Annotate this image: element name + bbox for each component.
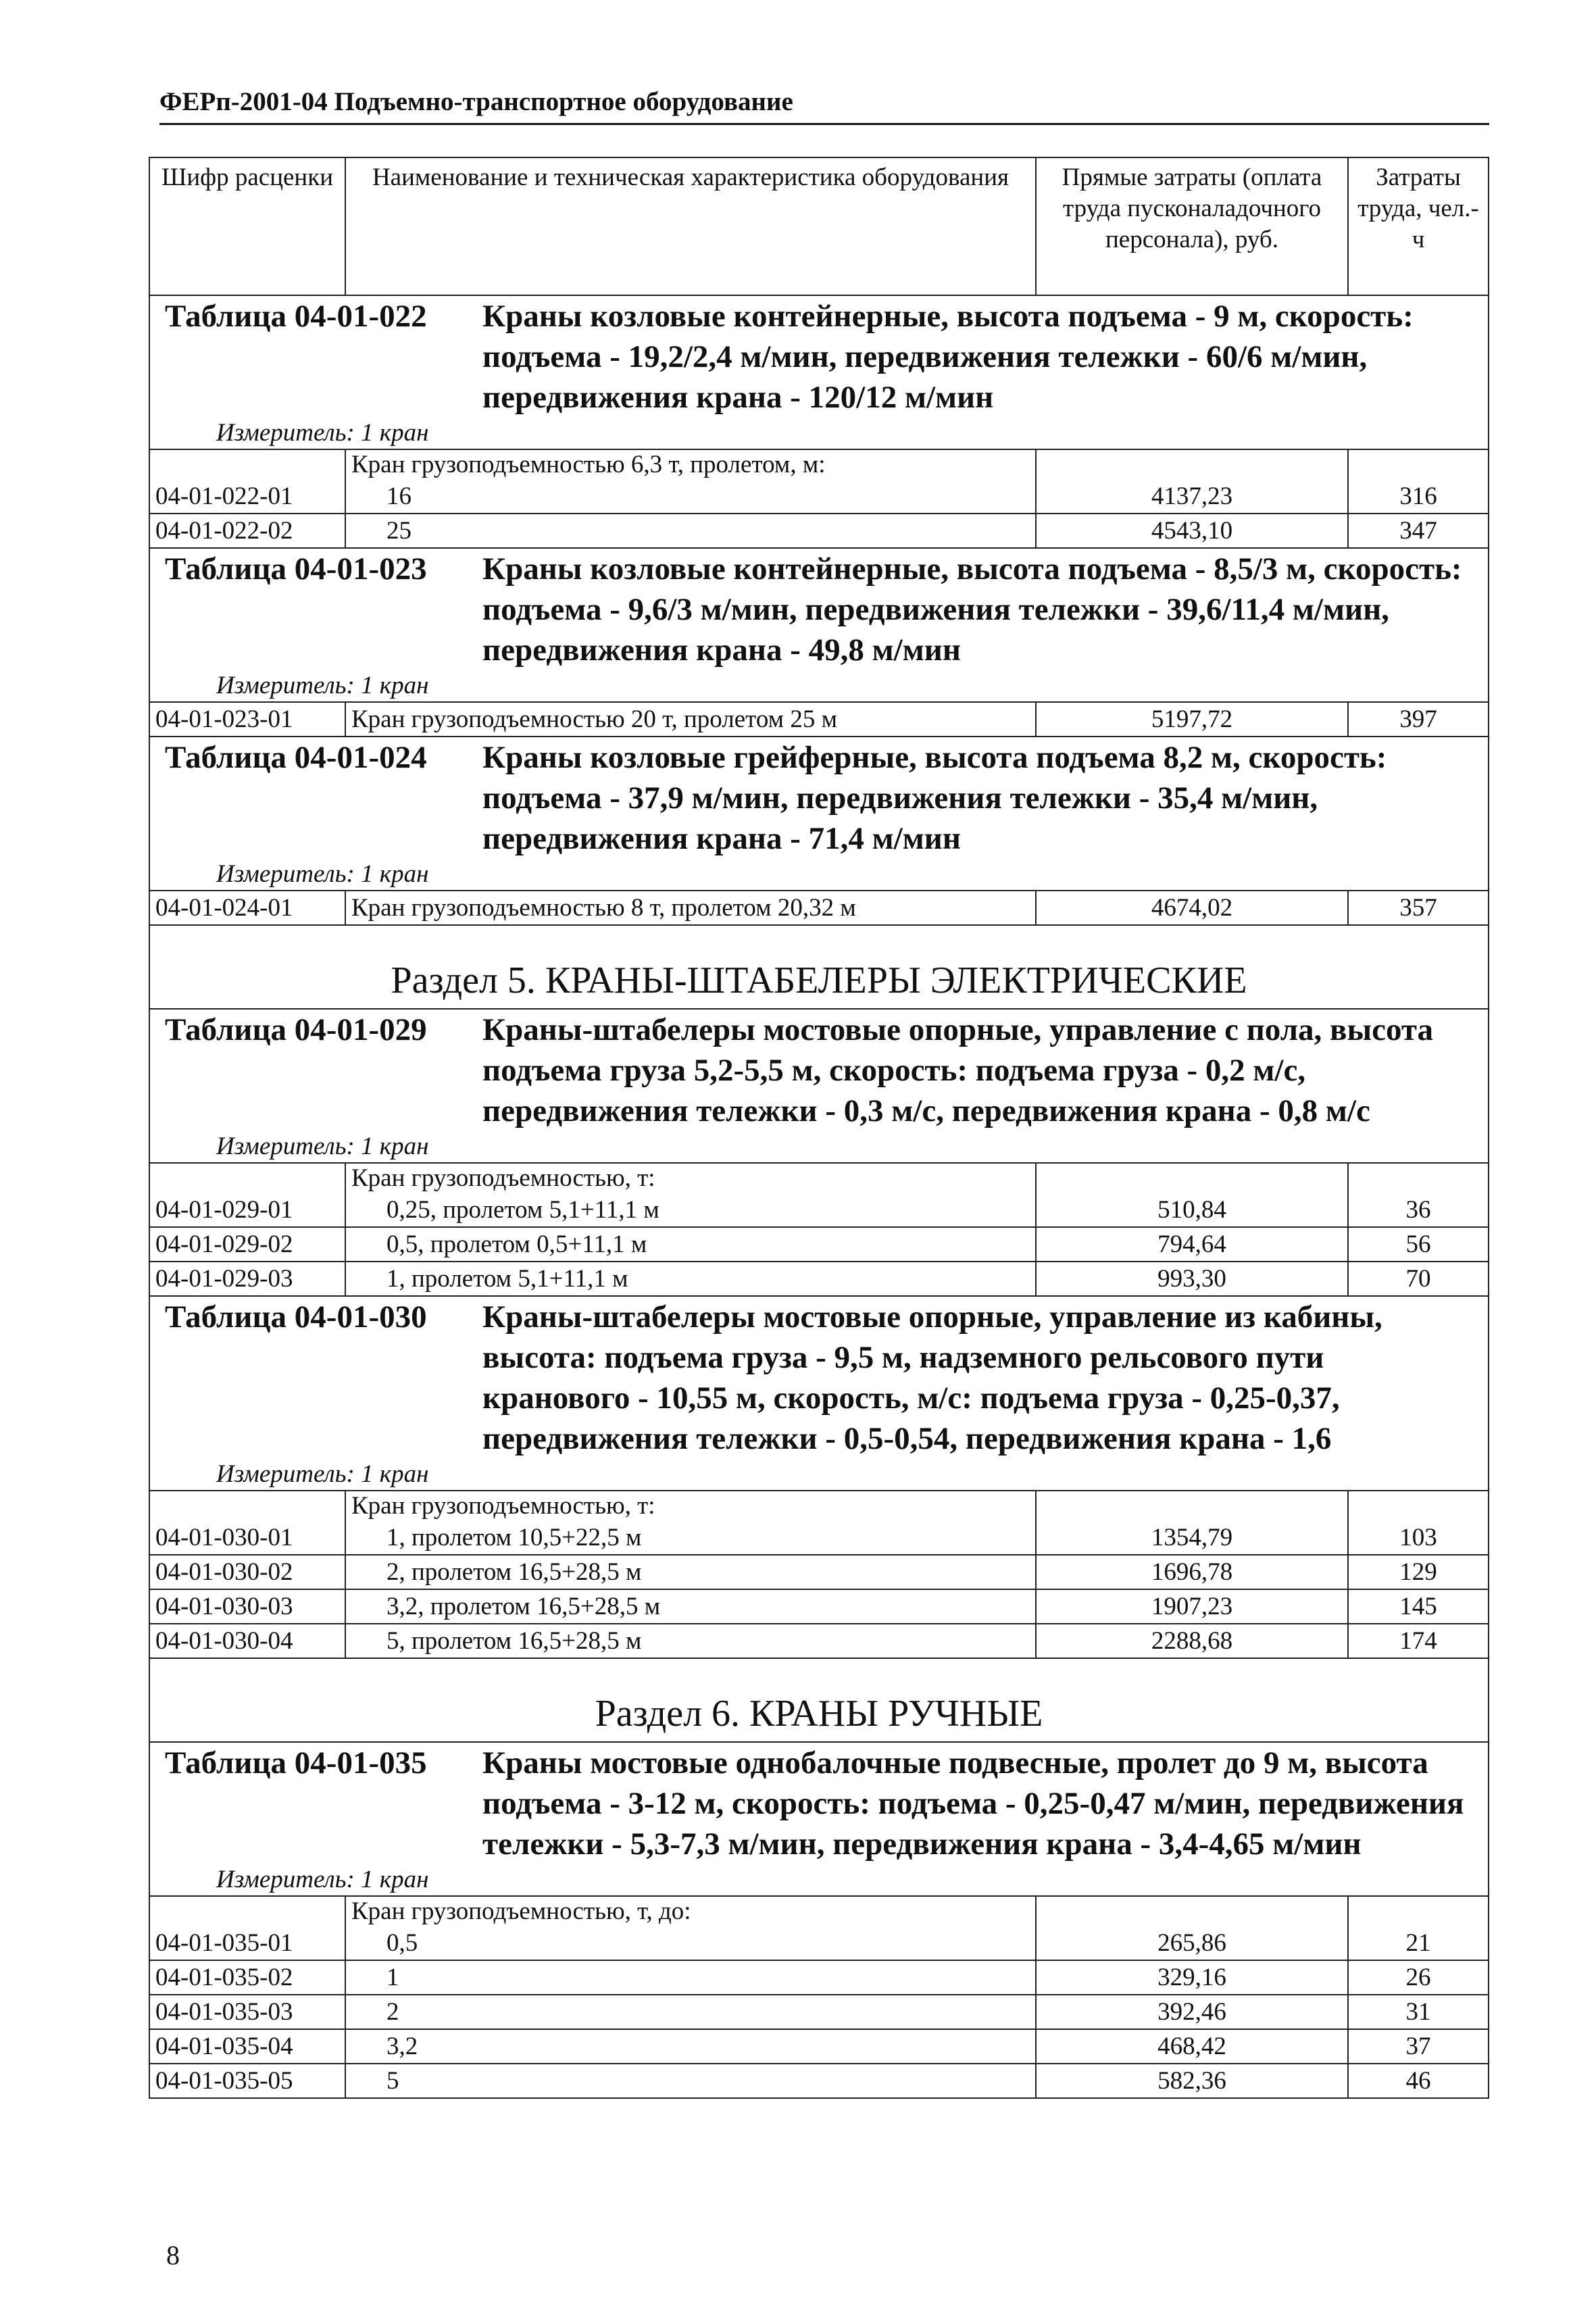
table-row — [149, 891, 1489, 925]
measure-unit: Измеритель: 1 кран — [216, 860, 429, 888]
table-caption — [149, 295, 1489, 449]
table-row — [149, 1262, 1489, 1296]
equipment-name — [345, 449, 1036, 514]
direct-cost: 5197,72 — [1036, 702, 1348, 737]
equipment-spec: 25 — [386, 517, 412, 545]
equipment-spec: 1, пролетом 10,5+22,5 м — [386, 1524, 642, 1551]
equipment-name — [345, 1896, 1036, 1960]
equipment-name — [345, 514, 1036, 548]
column-header-labor: Затраты труда, чел.-ч — [1348, 157, 1489, 295]
rate-code: 04-01-035-03 — [149, 1995, 345, 2029]
table-row — [149, 1555, 1489, 1589]
rate-code: 04-01-035-05 — [149, 2064, 345, 2098]
column-header-row — [149, 157, 1489, 295]
table-caption-row — [149, 1742, 1489, 1896]
equipment-name — [345, 2029, 1036, 2064]
table-caption-row — [149, 295, 1489, 449]
direct-cost: 2288,68 — [1036, 1624, 1348, 1658]
rate-code: 04-01-035-02 — [149, 1960, 345, 1995]
section-title: Раздел 6. КРАНЫ РУЧНЫЕ — [149, 1658, 1489, 1742]
equipment-name — [345, 891, 1036, 925]
table-caption-row — [149, 1009, 1489, 1163]
table-caption — [149, 737, 1489, 891]
direct-cost: 4543,10 — [1036, 514, 1348, 548]
table-number: Таблица 04-01-029 — [165, 1012, 427, 1047]
direct-cost: 329,16 — [1036, 1960, 1348, 1995]
equipment-name — [345, 1555, 1036, 1589]
table-row — [149, 1163, 1489, 1227]
labor-cost: 36 — [1348, 1163, 1489, 1227]
equipment-spec: 3,2, пролетом 16,5+28,5 м — [386, 1593, 661, 1620]
table-caption-row — [149, 737, 1489, 891]
labor-cost: 103 — [1348, 1491, 1489, 1555]
table-caption-line — [150, 1010, 1488, 1131]
table-title: Краны-штабелеры мостовые опорные, управление из кабины, высота: подъема груза - 9,5 м, надземного рельсового пути кранового - 10,55 м, скорость, м/с: подъема груза - 0,25-0,37, передвижения тележки - 0,5-0,54, передвижения крана - 1,6 — [482, 1299, 1382, 1456]
group-label: Кран грузоподъемностью, т, до: — [351, 1897, 691, 1925]
equipment-spec: Кран грузоподъемностью 20 т, пролетом 25 м — [351, 705, 837, 733]
equipment-name — [345, 1960, 1036, 1995]
labor-cost: 26 — [1348, 1960, 1489, 1995]
labor-cost: 31 — [1348, 1995, 1489, 2029]
table-row — [149, 1624, 1489, 1658]
table-title: Краны-штабелеры мостовые опорные, управление с пола, высота подъема груза 5,2-5,5 м, скорость: подъема груза - 0,2 м/с, передвижения тележки - 0,3 м/с, передвижения крана - 0,8 м/с — [482, 1012, 1434, 1128]
equipment-spec: 16 — [386, 482, 412, 510]
table-caption-row — [149, 548, 1489, 702]
equipment-name — [345, 702, 1036, 737]
direct-cost: 582,36 — [1036, 2064, 1348, 2098]
labor-cost: 357 — [1348, 891, 1489, 925]
table-caption — [149, 1742, 1489, 1896]
equipment-spec: 0,5 — [386, 1929, 418, 1957]
direct-cost: 794,64 — [1036, 1227, 1348, 1262]
table-row — [149, 1896, 1489, 1960]
price-table-body — [149, 157, 1489, 2098]
labor-cost: 37 — [1348, 2029, 1489, 2064]
rate-code: 04-01-035-04 — [149, 2029, 345, 2064]
table-row — [149, 2029, 1489, 2064]
table-row — [149, 514, 1489, 548]
table-caption — [149, 1296, 1489, 1491]
equipment-name — [345, 1262, 1036, 1296]
direct-cost: 1907,23 — [1036, 1589, 1348, 1624]
direct-cost: 4137,23 — [1036, 449, 1348, 514]
table-number: Таблица 04-01-024 — [165, 740, 427, 775]
equipment-name — [345, 1589, 1036, 1624]
table-number: Таблица 04-01-030 — [165, 1299, 427, 1335]
rate-code: 04-01-030-03 — [149, 1589, 345, 1624]
table-row — [149, 1960, 1489, 1995]
direct-cost: 392,46 — [1036, 1995, 1348, 2029]
rate-code: 04-01-023-01 — [149, 702, 345, 737]
table-row — [149, 2064, 1489, 2098]
table-row — [149, 702, 1489, 737]
direct-cost: 993,30 — [1036, 1262, 1348, 1296]
labor-cost: 316 — [1348, 449, 1489, 514]
table-number: Таблица 04-01-035 — [165, 1745, 427, 1781]
table-row — [149, 449, 1489, 514]
equipment-name — [345, 1624, 1036, 1658]
equipment-spec: 2 — [386, 1998, 399, 2026]
measure-unit: Измеритель: 1 кран — [216, 1866, 429, 1893]
rate-code: 04-01-035-01 — [149, 1896, 345, 1960]
rate-code: 04-01-022-02 — [149, 514, 345, 548]
equipment-name — [345, 1227, 1036, 1262]
equipment-spec: 1, пролетом 5,1+11,1 м — [386, 1265, 628, 1293]
table-number: Таблица 04-01-022 — [165, 299, 427, 334]
equipment-spec: 0,5, пролетом 0,5+11,1 м — [386, 1230, 647, 1258]
equipment-spec: 1 — [386, 1964, 399, 1991]
labor-cost: 21 — [1348, 1896, 1489, 1960]
price-table — [149, 157, 1489, 2099]
table-caption — [149, 1009, 1489, 1163]
direct-cost: 468,42 — [1036, 2029, 1348, 2064]
column-header-name: Наименование и техническая характеристика оборудования — [345, 157, 1036, 295]
table-caption-line — [150, 1297, 1488, 1459]
rate-code: 04-01-022-01 — [149, 449, 345, 514]
direct-cost: 1354,79 — [1036, 1491, 1348, 1555]
table-caption — [149, 548, 1489, 702]
labor-cost: 129 — [1348, 1555, 1489, 1589]
table-title: Краны мостовые однобалочные подвесные, пролет до 9 м, высота подъема - 3-12 м, скорость: подъема - 0,25-0,47 м/мин, передвижения тележки - 5,3-7,3 м/мин, передвижения крана - 3,4-4,65 м/мин — [482, 1745, 1464, 1862]
labor-cost: 174 — [1348, 1624, 1489, 1658]
measure-unit: Измеритель: 1 кран — [216, 1132, 429, 1160]
table-caption-line — [150, 1743, 1488, 1864]
table-caption-line — [150, 296, 1488, 418]
measure-unit: Измеритель: 1 кран — [216, 672, 429, 699]
table-caption-row — [149, 1296, 1489, 1491]
group-label: Кран грузоподъемностью 6,3 т, пролетом, м: — [351, 451, 826, 478]
equipment-spec: 0,25, пролетом 5,1+11,1 м — [386, 1196, 659, 1224]
rate-code: 04-01-029-02 — [149, 1227, 345, 1262]
table-title: Краны козловые контейнерные, высота подъема - 8,5/3 м, скорость: подъема - 9,6/3 м/мин, передвижения тележки - 39,6/11,4 м/мин, передвижения крана - 49,8 м/мин — [482, 551, 1462, 668]
rate-code: 04-01-029-01 — [149, 1163, 345, 1227]
column-header-code: Шифр расценки — [149, 157, 345, 295]
group-label: Кран грузоподъемностью, т: — [351, 1164, 655, 1192]
column-header-cost: Прямые затраты (оплата труда пусконаладочного персонала), руб. — [1036, 157, 1348, 295]
measure-unit: Измеритель: 1 кран — [216, 419, 429, 447]
section-heading-row — [149, 925, 1489, 1009]
page-number: 8 — [166, 2240, 180, 2270]
group-label: Кран грузоподъемностью, т: — [351, 1492, 655, 1520]
equipment-spec: 2, пролетом 16,5+28,5 м — [386, 1558, 642, 1586]
equipment-spec: 5, пролетом 16,5+28,5 м — [386, 1627, 642, 1655]
labor-cost: 397 — [1348, 702, 1489, 737]
table-caption-line — [150, 737, 1488, 859]
page-header: ФЕРп-2001-04 Подъемно-транспортное оборудование — [159, 87, 793, 116]
labor-cost: 145 — [1348, 1589, 1489, 1624]
equipment-spec: 5 — [386, 2067, 399, 2095]
direct-cost: 1696,78 — [1036, 1555, 1348, 1589]
table-row — [149, 1491, 1489, 1555]
equipment-name — [345, 1995, 1036, 2029]
labor-cost: 347 — [1348, 514, 1489, 548]
table-title: Краны козловые контейнерные, высота подъема - 9 м, скорость: подъема - 19,2/2,4 м/мин, передвижения тележки - 60/6 м/мин, передвижения крана - 120/12 м/мин — [482, 299, 1414, 415]
table-number: Таблица 04-01-023 — [165, 551, 427, 587]
rate-code: 04-01-030-01 — [149, 1491, 345, 1555]
direct-cost: 265,86 — [1036, 1896, 1348, 1960]
equipment-name — [345, 2064, 1036, 2098]
equipment-name — [345, 1491, 1036, 1555]
labor-cost: 56 — [1348, 1227, 1489, 1262]
table-row — [149, 1995, 1489, 2029]
table-title: Краны козловые грейферные, высота подъема 8,2 м, скорость: подъема - 37,9 м/мин, передвижения тележки - 35,4 м/мин, передвижения крана - 71,4 м/мин — [482, 740, 1387, 856]
rate-code: 04-01-024-01 — [149, 891, 345, 925]
table-row — [149, 1227, 1489, 1262]
labor-cost: 46 — [1348, 2064, 1489, 2098]
section-heading-row — [149, 1658, 1489, 1742]
direct-cost: 4674,02 — [1036, 891, 1348, 925]
rate-code: 04-01-030-04 — [149, 1624, 345, 1658]
measure-unit: Измеритель: 1 кран — [216, 1460, 429, 1488]
section-title: Раздел 5. КРАНЫ-ШТАБЕЛЕРЫ ЭЛЕКТРИЧЕСКИЕ — [149, 925, 1489, 1009]
header-rule — [159, 123, 1489, 125]
equipment-name — [345, 1163, 1036, 1227]
equipment-spec: Кран грузоподъемностью 8 т, пролетом 20,32 м — [351, 894, 856, 922]
equipment-spec: 3,2 — [386, 2033, 418, 2060]
rate-code: 04-01-030-02 — [149, 1555, 345, 1589]
labor-cost: 70 — [1348, 1262, 1489, 1296]
direct-cost: 510,84 — [1036, 1163, 1348, 1227]
table-row — [149, 1589, 1489, 1624]
table-caption-line — [150, 549, 1488, 670]
rate-code: 04-01-029-03 — [149, 1262, 345, 1296]
